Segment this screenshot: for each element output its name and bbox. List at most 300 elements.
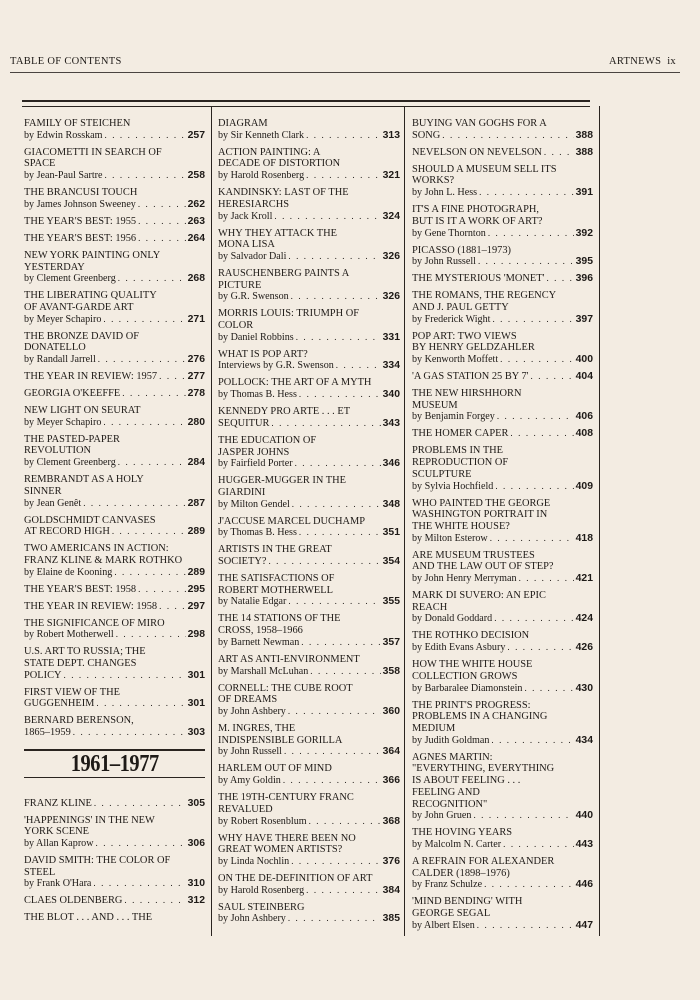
entries-col3: [412, 118, 593, 931]
page-ref: 424: [575, 613, 593, 625]
toc-entry: [218, 544, 400, 567]
entry-byline: by Benjamin Forgey: [412, 411, 495, 423]
page-ref: 301: [187, 669, 205, 681]
entry-title-line: 'MIND BENDING' WITH: [412, 896, 523, 908]
toc-entry: [24, 147, 205, 182]
dot-leader: [268, 556, 380, 568]
entry-row: [218, 666, 400, 678]
toc-entry: [24, 331, 205, 366]
entry-byline: by Harold Rosenberg: [218, 170, 305, 182]
header-left: TABLE OF CONTENTS: [10, 56, 122, 67]
page-ref: 268: [187, 273, 205, 285]
entry-title-line: ART AS ANTI-ENVIRONMENT: [218, 653, 360, 665]
page-ref: 434: [575, 734, 593, 746]
page-ref: 278: [187, 388, 205, 400]
page-ref: 257: [187, 129, 205, 141]
entry-byline: Interviews by G.R. Swenson: [218, 360, 334, 372]
page-ref: 340: [382, 389, 400, 401]
top-rule-thick: [22, 100, 590, 102]
page-ref: 397: [575, 313, 593, 325]
toc-entry: [218, 873, 400, 896]
page-ref: 276: [187, 354, 205, 366]
page-ref: 385: [382, 913, 400, 925]
entry-title-line: NEVELSON ON NEVELSON: [412, 146, 542, 158]
dot-leader: [288, 596, 380, 608]
entry-title-line: FAMILY OF STEICHEN: [24, 118, 131, 129]
entry-title-line: STEEL: [24, 866, 56, 878]
entry-row: [412, 130, 593, 142]
entry-title-line: THE EDUCATION OF: [218, 434, 317, 446]
entry-title-line: AGNES MARTIN:: [412, 751, 493, 763]
dot-leader: [114, 567, 185, 579]
entry-title-line: GIARDINI: [218, 486, 266, 498]
page-ref: 447: [575, 919, 593, 931]
entry-row: [218, 211, 400, 223]
entry-byline: by Frank O'Hara: [24, 878, 92, 890]
toc-entry: [218, 187, 400, 222]
entry-byline: by John L. Hess: [412, 187, 478, 199]
toc-entry: [412, 550, 593, 585]
entry-title-line: POLLOCK: THE ART OF A MYTH: [218, 377, 372, 389]
entry-title-line: THE LIBERATING QUALITY: [24, 290, 157, 302]
page-ref: 306: [187, 837, 205, 849]
toc-entry: [24, 434, 205, 469]
entry-title-line: COLLECTION GROWS: [412, 670, 518, 682]
page-ref: 277: [187, 371, 205, 383]
entry-title-line: THE PASTED-PAPER: [24, 433, 120, 445]
entry-title-line: PICTURE: [218, 279, 262, 291]
toc-column-2: [218, 118, 400, 930]
entry-row: [412, 314, 593, 326]
dot-leader: [118, 457, 186, 469]
entry-row: [412, 371, 593, 383]
entry-title-line: THE BRANCUSI TOUCH: [24, 187, 138, 199]
entry-row: [412, 411, 593, 423]
entry-title-line: PROBLEMS IN A CHANGING: [412, 711, 548, 723]
page-ref: 368: [382, 815, 400, 827]
entry-row: [218, 775, 400, 787]
dot-leader: [296, 332, 381, 344]
entry-row: [24, 629, 205, 641]
entry-title-line: THE PRINT'S PROGRESS:: [412, 699, 531, 711]
entry-row: [218, 499, 400, 511]
page-ref: 326: [382, 250, 400, 262]
entry-byline: by Sir Kenneth Clark: [218, 129, 305, 141]
entry-row: [218, 527, 400, 539]
entry-title-line: CORNELL: THE CUBE ROOT: [218, 682, 353, 694]
entry-title-line: AND J. PAUL GETTY: [412, 301, 509, 313]
entry-title-line: BERNARD BERENSON,: [24, 715, 134, 727]
dot-leader: [510, 428, 573, 440]
entry-byline: by Edith Evans Asbury: [412, 642, 506, 654]
entry-title-line: HARLEM OUT OF MIND: [218, 763, 332, 775]
entry-byline: by Sylvia Hochfield: [412, 480, 494, 492]
toc-entry: [412, 856, 593, 891]
page-ref: 430: [575, 682, 593, 694]
dot-leader: [105, 130, 186, 142]
page-ref: 321: [382, 170, 400, 182]
page-ref: 346: [382, 458, 400, 470]
entry-row: [24, 388, 205, 400]
toc-entry: [24, 543, 205, 578]
dot-leader: [116, 629, 186, 641]
page-ref: 271: [187, 313, 205, 325]
entry-row: [218, 170, 400, 182]
dot-leader: [546, 273, 573, 285]
dot-leader: [494, 613, 573, 625]
entry-title-line: SONG: [412, 129, 441, 141]
page-ref: 263: [187, 215, 205, 227]
entry-row: [218, 856, 400, 868]
toc-entry: [218, 228, 400, 263]
page-ref: 331: [382, 331, 400, 343]
entry-byline: by Clement Greenberg: [24, 273, 116, 285]
entry-title-line: A REFRAIN FOR ALEXANDER: [412, 855, 555, 867]
toc-entry: [412, 388, 593, 423]
page-ref: 301: [187, 698, 205, 710]
dot-leader: [159, 601, 186, 613]
toc-entry: [24, 250, 205, 285]
toc-entry: [412, 827, 593, 850]
entry-title-line: MARK DI SUVERO: AN EPIC: [412, 590, 546, 602]
page-ref: 351: [382, 527, 400, 539]
entry-title-line: GEORGE SEGAL: [412, 908, 491, 920]
entry-byline: by John Ashbery: [218, 705, 286, 717]
entry-title-line: GEORGIA O'KEEFFE: [24, 388, 121, 400]
entry-row: [24, 273, 205, 285]
entry-title-line: MEDIUM: [412, 722, 456, 734]
page-ref: 388: [575, 129, 593, 141]
toc-entry: [218, 268, 400, 303]
toc-entry: [412, 445, 593, 492]
entry-title-line: TWO AMERICANS IN ACTION:: [24, 543, 169, 555]
entry-row: [218, 913, 400, 925]
entry-title-line: WHO PAINTED THE GEORGE: [412, 497, 551, 509]
entry-title-line: THE 14 STATIONS OF THE: [218, 613, 341, 625]
toc-entry: [412, 273, 593, 285]
dot-leader: [73, 727, 186, 739]
toc-entry: [24, 187, 205, 210]
entry-row: [24, 314, 205, 326]
dot-leader: [138, 199, 186, 211]
entry-row: [218, 885, 400, 897]
dot-leader: [98, 354, 186, 366]
page-ref: 262: [187, 198, 205, 210]
entry-title-line: THE MYSTERIOUS 'MONET': [412, 273, 545, 285]
entry-row: [24, 601, 205, 613]
toc-entry: [24, 216, 205, 228]
entry-row: [412, 147, 593, 159]
entry-byline: by James Johnson Sweeney: [24, 198, 136, 210]
entry-title-line: REPRODUCTION OF: [412, 457, 509, 469]
toc-entry: [218, 406, 400, 429]
dot-leader: [103, 314, 185, 326]
entry-byline: by Jean Genêt: [24, 497, 82, 509]
toc-entry: [218, 147, 400, 182]
entry-title-line: SAUL STEINBERG: [218, 901, 305, 913]
toc-entry: [24, 815, 205, 850]
page-ref: 343: [382, 417, 400, 429]
entry-byline: by John Russell: [412, 256, 476, 268]
entry-title-line: THE YEAR IN REVIEW: 1958: [24, 600, 158, 612]
page-ref: 392: [575, 227, 593, 239]
toc-entry: [24, 474, 205, 509]
dot-leader: [479, 187, 574, 199]
entry-title-line: WHY THEY ATTACK THE: [218, 227, 337, 239]
entry-byline: by Allan Kaprow: [24, 837, 94, 849]
page-ref: 312: [187, 895, 205, 907]
entries-col2: [218, 118, 400, 925]
entry-title-line: WASHINGTON PORTRAIT IN: [412, 509, 548, 521]
dot-leader: [104, 170, 185, 182]
page-ref: 297: [187, 600, 205, 612]
entry-title-line: RECOGNITION": [412, 798, 488, 810]
entry-title-line: REMBRANDT AS A HOLY: [24, 474, 144, 486]
entry-title-line: PICASSO (1881–1973): [412, 244, 512, 256]
entry-row: [218, 389, 400, 401]
page-ref: 284: [187, 457, 205, 469]
entry-byline: by Jean-Paul Sartre: [24, 170, 103, 182]
page-ref: 264: [187, 232, 205, 244]
page-ref: 357: [382, 636, 400, 648]
entry-row: [24, 216, 205, 228]
dot-leader: [94, 798, 186, 810]
entry-byline: by John Gruen: [412, 810, 472, 822]
dot-leader: [477, 920, 574, 932]
entry-title-line: POLICY: [24, 669, 62, 681]
entry-row: [218, 816, 400, 828]
dot-leader: [306, 885, 380, 897]
entry-title-line: GOLDSCHMIDT CANVASES: [24, 514, 156, 526]
magazine-name: ARTNEWS: [609, 56, 662, 67]
entry-title-line: BUYING VAN GOGHS FOR A: [412, 118, 547, 129]
page-ref: 400: [575, 354, 593, 366]
entry-byline: by Milton Esterow: [412, 532, 488, 544]
entry-byline: by Barbaralee Diamonstein: [412, 682, 523, 694]
page-ref: 376: [382, 855, 400, 867]
entry-byline: by Robert Rosenblum: [218, 815, 307, 827]
entry-title-line: COLOR: [218, 320, 254, 332]
toc-entry: [24, 912, 205, 924]
entry-byline: by Albert Elsen: [412, 919, 475, 931]
dot-leader: [112, 526, 186, 538]
entry-title-line: M. INGRES, THE: [218, 722, 296, 734]
entry-title-line: DONATELLO: [24, 342, 86, 354]
entry-row: [218, 706, 400, 718]
page-ref: 418: [575, 532, 593, 544]
entry-byline: by Natalie Edgar: [218, 596, 287, 608]
dot-leader: [283, 775, 381, 787]
entry-title-line: "EVERYTHING, EVERYTHING: [412, 763, 555, 775]
entry-title-line: SEQUITUR: [218, 417, 270, 429]
entry-row: [24, 371, 205, 383]
toc-entry: [412, 896, 593, 931]
toc-entry: [24, 855, 205, 890]
dot-leader: [288, 706, 381, 718]
page-ref: 324: [382, 210, 400, 222]
entry-row: [412, 256, 593, 268]
entry-title-line: IS ABOUT FEELING . . .: [412, 775, 521, 787]
entry-title-line: ACTION PAINTING: A: [218, 146, 321, 158]
toc-entry: [218, 833, 400, 868]
dot-leader: [93, 878, 185, 890]
entry-title-line: THE HOVING YEARS: [412, 827, 513, 839]
entry-byline: by John Ashbery: [218, 913, 286, 925]
entry-row: [412, 839, 593, 851]
entry-byline: by Edwin Rosskam: [24, 129, 103, 141]
entry-title-line: MORRIS LOUIS: TRIUMPH OF: [218, 308, 359, 320]
entry-title-line: POP ART: TWO VIEWS: [412, 330, 517, 342]
entry-title-line: AND THE LAW OUT OF STEP?: [412, 561, 554, 573]
dot-leader: [64, 670, 186, 682]
entry-byline: by Meyer Schapiro: [24, 416, 102, 428]
dot-leader: [124, 895, 185, 907]
entry-title-line: GREAT WOMEN ARTISTS?: [218, 844, 343, 856]
entry-title-line: THE HOMER CAPER: [412, 428, 509, 440]
entry-title-line: 'HAPPENINGS' IN THE NEW: [24, 814, 155, 826]
page-number: ix: [667, 56, 676, 67]
entry-title-line: NEW LIGHT ON SEURAT: [24, 405, 141, 417]
dot-leader: [309, 816, 381, 828]
dot-leader: [284, 746, 381, 758]
entry-row: [218, 596, 400, 608]
dot-leader: [488, 228, 574, 240]
entry-row: [412, 683, 593, 695]
page-ref: 258: [187, 170, 205, 182]
dot-leader: [490, 533, 574, 545]
page-ref: 287: [187, 497, 205, 509]
entry-byline: by Fairfield Porter: [218, 458, 293, 470]
entry-row: [412, 481, 593, 493]
page-ref: 443: [575, 838, 593, 850]
page-ref: 313: [382, 129, 400, 141]
entry-title-line: MUSEUM: [412, 399, 458, 411]
entry-title-line: THE NEW HIRSHHORN: [412, 388, 522, 400]
toc-entry: [24, 895, 205, 907]
toc-entry: [412, 331, 593, 366]
page-ref: 406: [575, 411, 593, 423]
entry-title-line: NEW YORK PAINTING ONLY: [24, 249, 161, 261]
column-divider: [211, 106, 212, 936]
entry-title-line: DIAGRAM: [218, 118, 268, 129]
entry-byline: by Randall Jarrell: [24, 354, 96, 366]
page-ref: 440: [575, 810, 593, 822]
page-ref: 303: [187, 727, 205, 739]
entry-row: [24, 567, 205, 579]
dot-leader: [497, 411, 574, 423]
entry-row: [24, 698, 205, 710]
entry-row: [24, 170, 205, 182]
entry-row: [24, 727, 205, 739]
dot-leader: [507, 642, 573, 654]
entry-byline: by John Russell: [218, 746, 282, 758]
toc-entry: [24, 715, 205, 738]
section-heading-box: [24, 749, 205, 778]
entry-byline: by Kenworth Moffett: [412, 354, 499, 366]
entry-row: [412, 642, 593, 654]
column-divider: [599, 106, 600, 936]
entry-title-line: SINNER: [24, 485, 62, 497]
entry-title-line: CALDER (1898–1976): [412, 867, 510, 879]
entry-title-line: KANDINSKY: LAST OF THE: [218, 187, 349, 199]
page-ref: 364: [382, 746, 400, 758]
section-heading: 1961–1977: [70, 750, 159, 777]
toc-entry: [218, 792, 400, 827]
entry-row: [412, 920, 593, 932]
entry-title-line: CROSS, 1958–1966: [218, 625, 303, 637]
toc-entry: [24, 584, 205, 596]
entry-title-line: BUT IS IT A WORK OF ART?: [412, 215, 543, 227]
entry-row: [412, 428, 593, 440]
toc-entry: [412, 245, 593, 268]
dot-leader: [96, 838, 186, 850]
entry-title-line: FEELING AND: [412, 786, 480, 798]
toc-entry: [24, 405, 205, 428]
entry-title-line: YESTERDAY: [24, 261, 85, 273]
entry-title-line: DAVID SMITH: THE COLOR OF: [24, 854, 171, 866]
toc-entry: [218, 516, 400, 539]
entry-row: [412, 187, 593, 199]
entry-byline: by Franz Schulze: [412, 879, 483, 891]
header-rule: [10, 72, 680, 73]
toc-entry: [218, 902, 400, 925]
toc-entry: [24, 233, 205, 245]
dot-leader: [295, 458, 381, 470]
toc-entry: [412, 118, 593, 141]
entry-title-line: THE ROMANS, THE REGENCY: [412, 290, 557, 302]
entry-title-line: FIRST VIEW OF THE: [24, 686, 120, 698]
dot-leader: [138, 216, 186, 228]
toc-entry: [412, 659, 593, 694]
entry-row: [218, 746, 400, 758]
entry-byline: by Thomas B. Hess: [218, 389, 297, 401]
entry-byline: by Amy Goldin: [218, 775, 281, 787]
entry-title-line: ON THE DE-DEFINITION OF ART: [218, 872, 373, 884]
toc-entry: [412, 752, 593, 822]
dot-leader: [524, 683, 573, 695]
entry-title-line: THE YEAR'S BEST: 1955: [24, 215, 137, 227]
entry-title-line: WHY HAVE THERE BEEN NO: [218, 832, 356, 844]
page-ref: 358: [382, 665, 400, 677]
page-ref: 360: [382, 705, 400, 717]
dot-leader: [103, 417, 185, 429]
entry-row: [24, 838, 205, 850]
entry-title-line: BY HENRY GELDZAHLER: [412, 342, 535, 354]
entry-title-line: PROBLEMS IN THE: [412, 445, 504, 457]
dot-leader: [503, 839, 574, 851]
entry-title-line: RAUSCHENBERG PAINTS A: [218, 267, 350, 279]
entry-byline: by Barnett Newman: [218, 636, 300, 648]
entry-row: [24, 584, 205, 596]
entry-title-line: JASPER JOHNS: [218, 446, 290, 458]
entry-title-line: REVALUED: [218, 803, 273, 815]
entry-title-line: INDISPENSIBLE GORILLA: [218, 734, 343, 746]
toc-entry: [412, 164, 593, 199]
entry-title-line: WORKS?: [412, 175, 455, 187]
page-ref: 409: [575, 480, 593, 492]
toc-entry: [218, 435, 400, 470]
entry-row: [24, 798, 205, 810]
dot-leader: [122, 388, 185, 400]
entry-row: [218, 418, 400, 430]
header-right: [609, 56, 676, 67]
entry-row: [24, 233, 205, 245]
page-ref: 396: [575, 273, 593, 285]
toc-entry: [412, 147, 593, 159]
dot-leader: [291, 856, 380, 868]
entry-row: [412, 228, 593, 240]
entry-byline: by Milton Gendel: [218, 498, 290, 510]
